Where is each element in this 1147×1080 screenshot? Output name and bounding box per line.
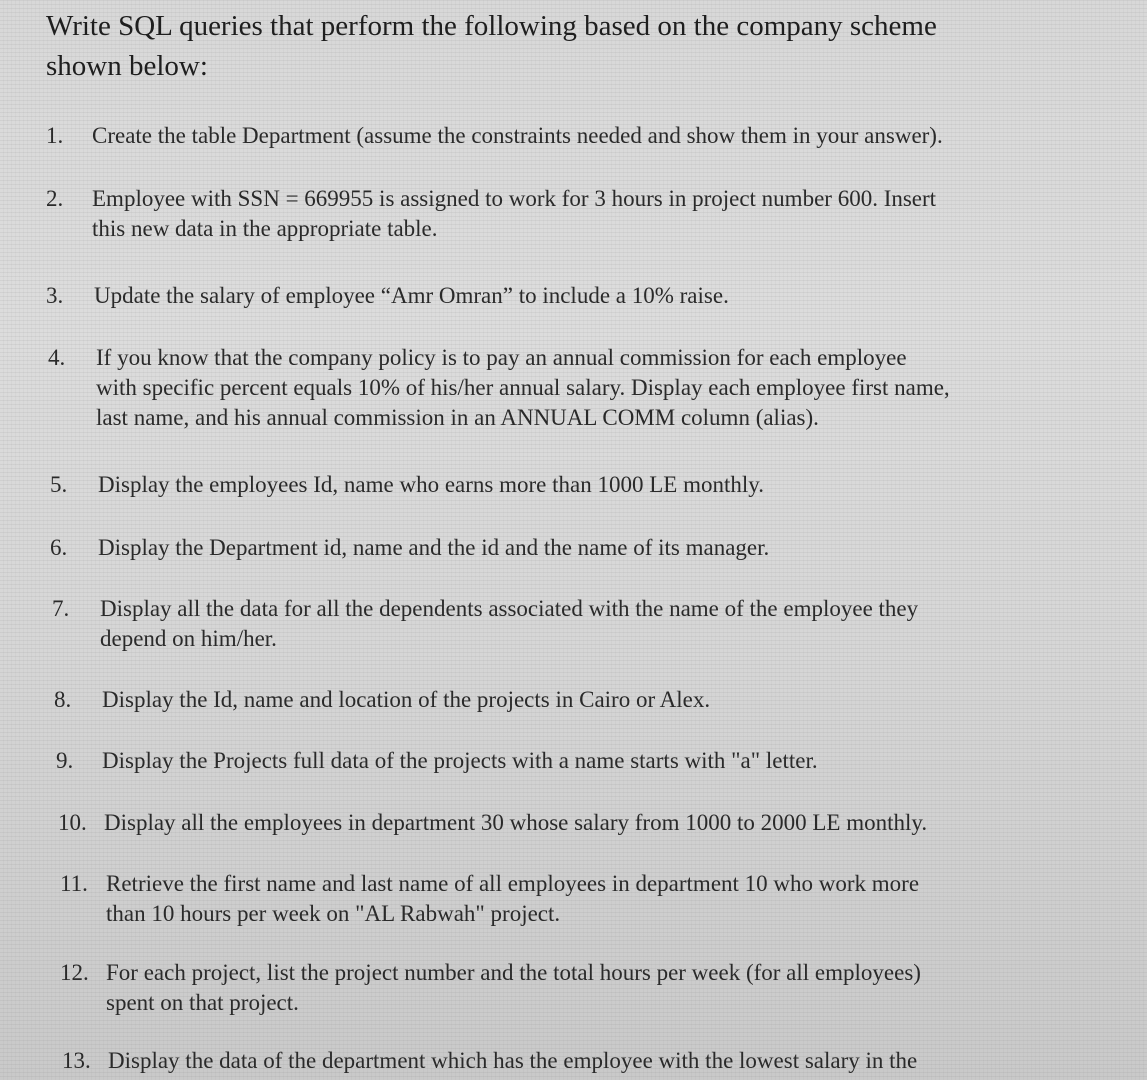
question-line: Display the Department id, name and the id and the name of its manager. [98,535,770,560]
question-text [102,685,710,715]
question-line: with specific percent equals 10% of his/her annual salary. Display each employee first name, [96,375,950,400]
question-line: than 10 hours per week on "AL Rabwah" project. [106,901,561,926]
question-number: 10. [58,810,87,835]
question-item [46,121,943,151]
question-line: Display the data of the department which has the employee with the lowest salary in the [108,1048,918,1073]
title-line-2: shown below: [46,50,208,82]
question-item [56,746,818,776]
document-title [46,6,1106,86]
title-line-1: Write SQL queries that perform the following based on the company scheme [46,10,937,42]
question-line: spent on that project. [106,990,299,1015]
question-item [48,343,950,430]
question-line: Display the employees Id, name who earns more than 1000 LE monthly. [98,472,764,497]
question-line: If you know that the company policy is to pay an annual commission for each employee [96,345,907,370]
question-line: Employee with SSN = 669955 is assigned to work for 3 hours in project number 600. Insert [92,186,937,211]
question-item [46,184,937,241]
question-item [50,533,770,563]
question-number: 13. [62,1048,91,1073]
question-line: Display all the employees in department 30 whose salary from 1000 to 2000 LE monthly. [104,810,928,835]
question-number: 7. [52,596,70,621]
question-line: For each project, list the project number and the total hours per week (for all employees) [106,960,921,985]
question-number: 1. [46,123,64,148]
question-line: depend on him/her. [100,626,277,651]
question-text [106,869,919,929]
question-number: 4. [48,345,66,370]
question-line: Display all the data for all the dependents associated with the name of the employee they [100,596,919,621]
question-number: 8. [54,687,72,712]
question-line: Retrieve the first name and last name of all employees in department 10 who work more [106,871,920,896]
question-number: 9. [56,748,74,773]
question-line: this new data in the appropriate table. [92,216,438,241]
question-text [104,808,927,838]
question-text [92,184,936,244]
question-text [102,746,818,776]
question-number: 5. [50,472,68,497]
question-number: 12. [60,960,89,985]
question-number: 6. [50,535,68,560]
question-text [108,1046,917,1076]
question-text [98,470,764,500]
question-text [100,594,918,654]
question-line: Display the Id, name and location of the projects in Cairo or Alex. [102,687,711,712]
question-number: 2. [46,186,64,211]
question-item [50,470,764,500]
question-item [46,281,729,311]
question-text [96,343,950,433]
question-item [54,685,711,715]
question-number: 3. [46,283,64,308]
question-text [94,281,729,311]
question-line: Create the table Department (assume the constraints needed and show them in your answer). [92,123,943,148]
question-item [60,869,920,926]
question-item [62,1046,918,1076]
question-line: Display the Projects full data of the projects with a name starts with "a" letter. [102,748,818,773]
question-line: Update the salary of employee “Amr Omran” to include a 10% raise. [94,283,729,308]
question-number: 11. [60,871,88,896]
question-item [52,594,919,651]
question-item [60,958,921,1015]
question-text [98,533,769,563]
question-text [106,958,921,1018]
question-item [58,808,928,838]
question-line: last name, and his annual commission in an ANNUAL COMM column (alias). [96,405,819,430]
question-text [92,121,943,151]
